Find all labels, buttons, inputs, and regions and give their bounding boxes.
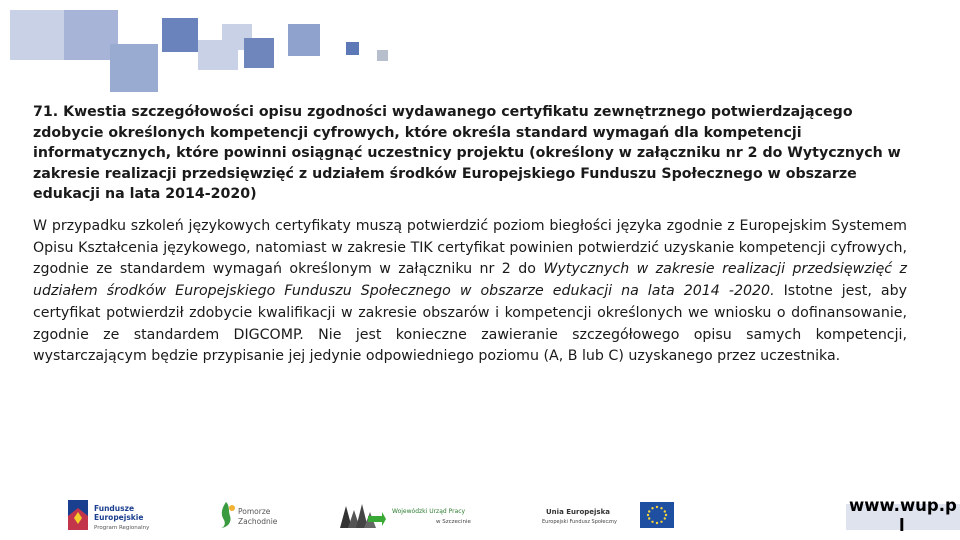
question-heading: 71. Kwestia szczegółowości opisu zgodności wydawanego certyfikatu zewnętrznego potwierdzającego zdobycie określonych kompetencji cyfrowych, które określa standard wymagań dla kompetencji informatycznych, które powinni osiągnąć uczestnicy projektu (określony w załączniku nr 2 do Wytycznych w zakresie realizacji przedsięwzięć z udziałem środków Europejskiego Funduszu Społecznego w obszarze edukacji na lata 2014-2020) — [33, 104, 901, 202]
wup-line1: Wojewódzki Urząd Pracy — [392, 508, 466, 515]
wup-emblem-icon — [338, 500, 386, 530]
pomorze-line1: Pomorze — [238, 507, 271, 516]
eu-flag-icon — [640, 502, 674, 528]
ue-line2: Europejski Fundusz Społeczny — [542, 519, 617, 525]
decorative-square — [244, 38, 274, 68]
ue-line1: Unia Europejska — [546, 508, 610, 516]
decorative-square — [377, 50, 388, 61]
answer-text-part2: Istotne jest, aby certyfikat potwierdził zdobycie kwalifikacji w zakresie obszarów i kompetencji określonych we wniosku o dofinansowanie, zgodnie ze standardem DIGCOMP. Nie jest konieczne zawieranie szczegółowego opisu samych kompetencji, wystarczającym będzie przypisanie jej jedynie odpowiedniego poziomu (A, B lub C) uzyskanego przez uczestnika. — [33, 283, 907, 365]
fe-emblem-icon — [66, 498, 90, 532]
unia-europejska-logo — [540, 500, 676, 532]
pomorze-emblem-icon — [214, 500, 238, 530]
decorative-square — [346, 42, 359, 55]
answer-text-part1: W przypadku szkoleń językowych certyfikaty muszą potwierdzić poziom biegłości języka zgodnie z Europejskim Systemem Opisu Kształcenia językowego, natomiast w zakresie TIK certyfikat powinien potwierdzić uzyskanie kompetencji cyfrowych, zgodnie ze standardem wymagań określonym w załączniku nr 2 do — [33, 218, 907, 278]
logos-strip — [0, 490, 840, 540]
fe-line3: Program Regionalny — [94, 525, 150, 531]
fe-line2: Europejskie — [94, 513, 144, 522]
wup-line2: w Szczecinie — [436, 519, 471, 525]
fundusze-europejskie-logo — [64, 496, 164, 534]
answer-paragraph — [33, 216, 907, 368]
decorative-square — [288, 24, 320, 56]
pomorze-zachodnie-logo — [212, 498, 292, 532]
wup-logo — [338, 500, 488, 532]
decorative-square — [110, 44, 158, 92]
answer-text-italic: Wytycznych w zakresie realizacji przedsięwzięć z udziałem środków Europejskiego Funduszu Społecznego w obszarze edukacji na lata 2014 -2020. — [33, 261, 907, 300]
website-url[interactable]: www.wup.p — [849, 496, 957, 515]
website-url-overflow[interactable]: l — [899, 516, 905, 535]
fe-line1: Fundusze — [94, 504, 135, 513]
decorative-square — [162, 18, 198, 52]
pomorze-line2: Zachodnie — [238, 517, 278, 526]
